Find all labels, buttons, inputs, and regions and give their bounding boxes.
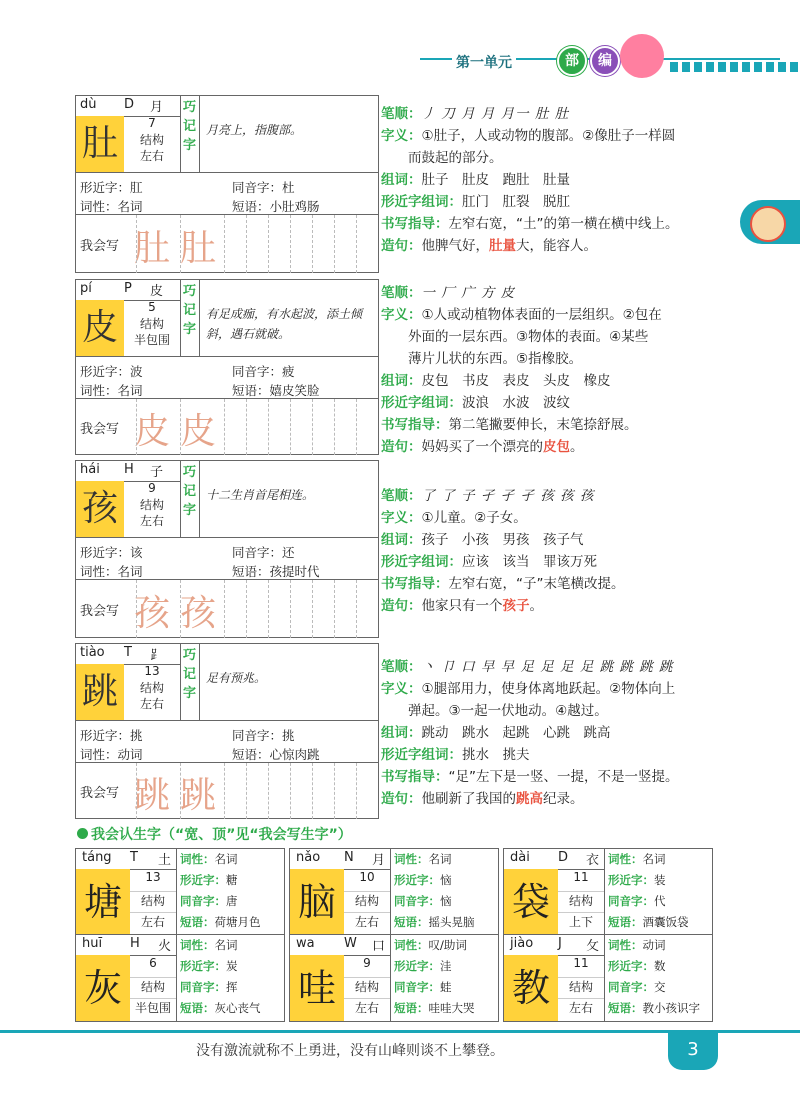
note-text: ①肚子，人或动物的腹部。②像肚子一样圆 (421, 128, 676, 144)
cartoon-girl-icon (620, 34, 664, 78)
note-text: 了 了 子 孑 孑 孑 孩 孩 孩 (421, 488, 595, 504)
similar-char: 形近字：洼 (394, 959, 452, 973)
note-line (381, 551, 597, 573)
index-letter: T (124, 645, 132, 660)
note-text: 薄片儿状的东西。⑤指橡胶。 (381, 351, 583, 367)
phrase: 短语：摇头晃脑 (394, 915, 475, 929)
note-line (381, 678, 675, 700)
pinyin: dài (510, 850, 530, 865)
structure-label: 结构 (139, 133, 164, 147)
index-letter: D (558, 850, 569, 865)
similar-char: 形近字：装 (608, 873, 666, 887)
divider (390, 849, 391, 935)
stroke-count: 9 (363, 956, 371, 970)
grid-line (246, 580, 247, 638)
note-text: 肛门 肛裂 脱肛 (462, 194, 570, 210)
homophone: 同音字：代 (608, 894, 666, 908)
similar-char: 形近字：挑 (80, 728, 143, 743)
grid-line (334, 763, 335, 819)
note-text: 应该 该当 罪该万死 (462, 554, 597, 570)
homophone: 同音字：杜 (232, 180, 295, 195)
grid-line (334, 580, 335, 638)
part-of-speech: 词性：名词 (80, 383, 143, 398)
pinyin: dù (80, 97, 97, 112)
note-line (381, 766, 679, 788)
stroke-count: 11 (573, 870, 589, 884)
note-line (381, 788, 584, 810)
grid-line (136, 763, 137, 819)
sentence-post: 。 (570, 439, 584, 455)
structure-value: 半包围 (133, 333, 170, 347)
memory-tip: 足有预兆。 (206, 671, 267, 685)
grid-line (224, 763, 225, 819)
homophone: 同音字：恼 (394, 894, 452, 908)
qiao-ji-zi-label: 巧 记 字 (180, 280, 200, 356)
write-char: 孩 (134, 593, 171, 634)
write-label: 我会写 (80, 239, 120, 254)
radical: 月 (150, 100, 164, 115)
big-character: 袋 (504, 869, 558, 935)
phrase: 短语：教小孩识字 (608, 1001, 700, 1015)
part-of-speech: 词性：动词 (80, 747, 143, 762)
part-of-speech: 词性：名词 (80, 199, 143, 214)
section-title: 我会认生字（“宽、顶”见“我会写生字”） (77, 824, 352, 844)
qiao-ji-zi-label: 巧 记 字 (180, 644, 200, 720)
bullet-icon (77, 828, 88, 839)
note-line (381, 700, 608, 722)
note-line (381, 392, 570, 414)
sentence-post: 。 (529, 598, 543, 614)
note-label: 形近字组词： (381, 747, 462, 763)
phrase: 短语：嬉皮笑脸 (232, 383, 320, 398)
phrase: 短语：哇哇大哭 (394, 1001, 475, 1015)
character-card (75, 460, 379, 638)
write-practice (76, 214, 378, 273)
note-text: 挑水 挑夫 (462, 747, 530, 763)
homophone: 同音字：疲 (232, 364, 295, 379)
header-pattern-bar (670, 62, 800, 72)
big-character: 肚 (76, 116, 124, 172)
note-line (381, 191, 570, 213)
grid-line (136, 215, 137, 273)
radical: 衣 (586, 853, 600, 868)
index-letter: N (344, 850, 354, 865)
radical: 土 (158, 853, 172, 868)
divider (604, 935, 605, 1021)
structure-label: 结构 (139, 317, 164, 331)
similar-char: 形近字：炭 (180, 959, 238, 973)
badge-bu: 部 (557, 46, 587, 76)
divider (176, 849, 177, 935)
note-label: 书写指导： (381, 576, 449, 592)
part-of-speech: 词性：名词 (180, 938, 238, 952)
sentence-pre: 他脾气好， (421, 238, 489, 254)
write-label: 我会写 (80, 604, 120, 619)
phrase: 短语：酒囊饭袋 (608, 915, 689, 929)
write-practice (76, 398, 378, 455)
character-card (75, 279, 379, 455)
radical: 子 (150, 465, 164, 480)
sentence-highlight: 孩子 (502, 598, 530, 614)
part-of-speech: 词性：名词 (80, 564, 143, 579)
part-of-speech: 词性：名词 (180, 852, 238, 866)
note-label: 书写指导： (381, 769, 449, 785)
stroke-count: 5 (148, 300, 156, 314)
grid-line (180, 215, 181, 273)
note-text: 孩子 小孩 男孩 孩子气 (421, 532, 584, 548)
sentence-highlight: 肚量 (489, 238, 516, 254)
similar-char: 形近字：该 (80, 545, 143, 560)
note-line (381, 656, 674, 678)
note-line (381, 595, 543, 617)
grid-line (224, 399, 225, 455)
structure-label: 结构 (139, 681, 164, 695)
divider (390, 935, 391, 1021)
note-line (381, 326, 648, 348)
phrase: 短语：小肚鸡肠 (232, 199, 320, 214)
radical: ⻊ (150, 648, 164, 663)
note-line (381, 125, 675, 147)
big-character: 哇 (290, 955, 344, 1021)
structure-label: 结构 (568, 980, 593, 994)
homophone: 同音字：交 (608, 980, 666, 994)
pinyin: hái (80, 462, 100, 477)
unit-title: 第一单元 (452, 52, 516, 72)
pinyin: tiào (80, 645, 105, 660)
grid-line (312, 580, 313, 638)
big-character: 皮 (76, 300, 124, 356)
qiao-ji-zi-label: 巧 记 字 (180, 96, 200, 172)
note-line (381, 213, 679, 235)
grid-line (356, 399, 357, 455)
grid-line (290, 763, 291, 819)
note-label: 书写指导： (381, 216, 449, 232)
homophone: 同音字：挥 (180, 980, 238, 994)
note-label: 书写指导： (381, 417, 449, 433)
structure-value: 左右 (354, 915, 379, 929)
note-line (381, 103, 569, 125)
index-letter: J (558, 936, 562, 951)
qiao-ji-zi-label: 巧 记 字 (180, 461, 200, 537)
similar-char: 形近字：糖 (180, 873, 238, 887)
similar-char: 形近字：波 (80, 364, 143, 379)
grid-line (290, 215, 291, 273)
note-text: 皮包 书皮 表皮 头皮 橡皮 (421, 373, 611, 389)
note-line (381, 235, 597, 257)
card-top (76, 461, 378, 538)
note-label: 笔顺： (381, 285, 422, 301)
note-line (381, 414, 638, 436)
divider (604, 849, 605, 935)
stroke-count: 13 (145, 870, 161, 884)
stroke-count: 7 (148, 116, 156, 130)
homophone: 同音字：还 (232, 545, 295, 560)
note-line (381, 304, 662, 326)
write-char: 皮 (180, 411, 217, 452)
grid-line (334, 399, 335, 455)
recognize-char-card (503, 848, 713, 936)
divider (176, 935, 177, 1021)
note-text: ①儿童。②子女。 (421, 510, 527, 526)
note-label: 字义： (381, 307, 422, 323)
note-line (381, 370, 611, 392)
note-label: 字义： (381, 128, 422, 144)
grid-line (356, 580, 357, 638)
grid-line (180, 763, 181, 819)
recognize-char-card (503, 934, 713, 1022)
similar-char: 形近字：数 (608, 959, 666, 973)
memory-tip: 月亮上，指腹部。 (206, 123, 303, 137)
index-letter: P (124, 281, 132, 296)
phrase: 短语：心惊肉跳 (232, 747, 320, 762)
cartoon-face-icon (750, 206, 786, 242)
structure-value: 半包围 (134, 1001, 171, 1015)
note-text: “足”左下是一竖、一提，不是一竖提。 (448, 769, 679, 785)
structure-value: 左右 (568, 1001, 593, 1015)
part-of-speech: 词性：名词 (394, 852, 452, 866)
pinyin: jiào (510, 936, 534, 951)
pinyin: nǎo (296, 850, 321, 865)
index-letter: H (124, 462, 134, 477)
note-label: 造句： (381, 439, 422, 455)
card-top (76, 280, 378, 357)
structure-value: 上下 (568, 915, 593, 929)
memory-tip: 有足成痂，有水起波，添土倾斜，遇石就破。 (206, 307, 363, 341)
write-char: 跳 (180, 775, 217, 816)
note-text: ①人或动植物体表面的一层组织。②包在 (421, 307, 662, 323)
structure-value: 左右 (139, 697, 164, 711)
note-label: 造句： (381, 791, 422, 807)
phrase: 短语：孩提时代 (232, 564, 320, 579)
radical: 火 (158, 939, 172, 954)
sentence-pre: 他刷新了我国的 (421, 791, 516, 807)
note-text: ①腿部用力，使身体离地跃起。②物体向上 (421, 681, 676, 697)
write-char: 肚 (134, 228, 171, 269)
note-label: 形近字组词： (381, 194, 462, 210)
memory-tip: 十二生肖首尾相连。 (206, 488, 315, 502)
sentence-post: 纪录。 (543, 791, 584, 807)
pinyin: wa (296, 936, 315, 951)
note-text: 丿 刀 月 月 月一 肚 肚 (421, 106, 570, 122)
homophone: 同音字：挑 (232, 728, 295, 743)
note-text: 一 厂 广 方 皮 (421, 285, 516, 301)
radical: 皮 (150, 284, 164, 299)
big-character: 塘 (76, 869, 130, 935)
character-card (75, 643, 379, 819)
note-label: 笔顺： (381, 659, 422, 675)
big-character: 灰 (76, 955, 130, 1021)
grid-line (180, 399, 181, 455)
stroke-count: 13 (144, 664, 160, 678)
structure-label: 结构 (568, 894, 593, 908)
note-label: 形近字组词： (381, 395, 462, 411)
write-char: 孩 (180, 593, 217, 634)
structure-label: 结构 (354, 980, 379, 994)
homophone: 同音字：蛙 (394, 980, 452, 994)
sentence-pre: 妈妈买了一个漂亮的 (421, 439, 543, 455)
pinyin: huī (82, 936, 103, 951)
grid-line (334, 215, 335, 273)
grid-line (246, 763, 247, 819)
big-character: 教 (504, 955, 558, 1021)
big-character: 跳 (76, 664, 124, 720)
footer-motto: 没有激流就称不上勇进，没有山峰则谈不上攀登。 (196, 1043, 504, 1059)
grid-line (224, 215, 225, 273)
structure-value: 左右 (139, 514, 164, 528)
badge-bian: 编 (590, 46, 620, 76)
pinyin: táng (82, 850, 112, 865)
structure-value: 左右 (139, 149, 164, 163)
note-line (381, 529, 584, 551)
structure-label: 结构 (354, 894, 379, 908)
note-label: 造句： (381, 598, 422, 614)
grid-line (136, 399, 137, 455)
phrase: 短语：灰心丧气 (180, 1001, 261, 1015)
grid-line (268, 215, 269, 273)
recognize-char-card (75, 848, 285, 936)
part-of-speech: 词性：叹/助词 (394, 938, 467, 952)
radical: 攵 (586, 939, 600, 954)
note-text: 第二笔撇要伸长，末笔捺舒展。 (448, 417, 638, 433)
write-char: 肚 (180, 228, 217, 269)
note-label: 字义： (381, 510, 422, 526)
part-of-speech: 词性：动词 (608, 938, 666, 952)
radical: 口 (372, 939, 386, 954)
note-label: 笔顺： (381, 106, 422, 122)
note-text: 波浪 水波 波纹 (462, 395, 570, 411)
grid-line (312, 763, 313, 819)
card-top (76, 96, 378, 173)
note-label: 组词： (381, 532, 422, 548)
page-number: 3 (668, 1030, 718, 1070)
sentence-post: 大，能容人。 (516, 238, 597, 254)
grid-line (356, 763, 357, 819)
note-line (381, 436, 584, 458)
sentence-highlight: 跳高 (516, 791, 543, 807)
note-label: 造句： (381, 238, 422, 254)
grid-line (290, 580, 291, 638)
similar-char: 形近字：肛 (80, 180, 143, 195)
phrase: 短语：荷塘月色 (180, 915, 261, 929)
recognize-char-card (289, 934, 499, 1022)
write-practice (76, 579, 378, 638)
note-label: 组词： (381, 172, 422, 188)
grid-line (356, 215, 357, 273)
note-text: 弹起。③一起一伏地动。④越过。 (381, 703, 608, 719)
write-label: 我会写 (80, 422, 120, 437)
character-card (75, 95, 379, 273)
recognize-char-card (75, 934, 285, 1022)
note-text: 而鼓起的部分。 (381, 150, 503, 166)
index-letter: H (130, 936, 140, 951)
sentence-highlight: 皮包 (543, 439, 570, 455)
grid-line (246, 399, 247, 455)
note-line (381, 744, 530, 766)
note-text: 跳动 跳水 起跳 心跳 跳高 (421, 725, 611, 741)
write-char: 皮 (134, 411, 171, 452)
radical: 月 (372, 853, 386, 868)
structure-label: 结构 (139, 498, 164, 512)
write-practice (76, 762, 378, 819)
structure-value: 左右 (140, 915, 165, 929)
note-line (381, 282, 515, 304)
grid-line (268, 763, 269, 819)
grid-line (268, 580, 269, 638)
grid-line (224, 580, 225, 638)
structure-label: 结构 (140, 894, 165, 908)
stroke-count: 6 (149, 956, 157, 970)
grid-line (312, 399, 313, 455)
structure-value: 左右 (354, 1001, 379, 1015)
note-text: 肚子 肚皮 跑肚 肚量 (421, 172, 570, 188)
write-label: 我会写 (80, 786, 120, 801)
card-top (76, 644, 378, 721)
write-char: 跳 (134, 775, 171, 816)
note-line (381, 348, 582, 370)
note-line (381, 573, 625, 595)
stroke-count: 10 (359, 870, 375, 884)
note-line (381, 169, 570, 191)
part-of-speech: 词性：名词 (608, 852, 666, 866)
note-label: 组词： (381, 725, 422, 741)
note-line (381, 507, 527, 529)
note-line (381, 147, 503, 169)
note-label: 字义： (381, 681, 422, 697)
recognize-char-card (289, 848, 499, 936)
index-letter: T (130, 850, 138, 865)
note-text: 丶 卩 口 早 早 足 足 足 足 跳 跳 跳 跳 (421, 659, 674, 675)
grid-line (290, 399, 291, 455)
note-label: 组词： (381, 373, 422, 389)
grid-line (312, 215, 313, 273)
index-letter: W (344, 936, 357, 951)
note-label: 笔顺： (381, 488, 422, 504)
big-character: 脑 (290, 869, 344, 935)
grid-line (180, 580, 181, 638)
homophone: 同音字：唐 (180, 894, 238, 908)
similar-char: 形近字：恼 (394, 873, 452, 887)
structure-label: 结构 (140, 980, 165, 994)
stroke-count: 9 (148, 481, 156, 495)
stroke-count: 11 (573, 956, 589, 970)
grid-line (268, 399, 269, 455)
pinyin: pí (80, 281, 92, 296)
index-letter: D (124, 97, 135, 112)
note-text: 左窄右宽，“土”的第一横在横中线上。 (448, 216, 679, 232)
grid-line (246, 215, 247, 273)
grid-line (136, 580, 137, 638)
note-text: 左窄右宽，“子”末笔横改提。 (448, 576, 625, 592)
note-label: 形近字组词： (381, 554, 462, 570)
big-character: 孩 (76, 481, 124, 537)
note-text: 外面的一层东西。③物体的表面。④某些 (381, 329, 649, 345)
note-line (381, 722, 611, 744)
sentence-pre: 他家只有一个 (421, 598, 503, 614)
note-line (381, 485, 594, 507)
